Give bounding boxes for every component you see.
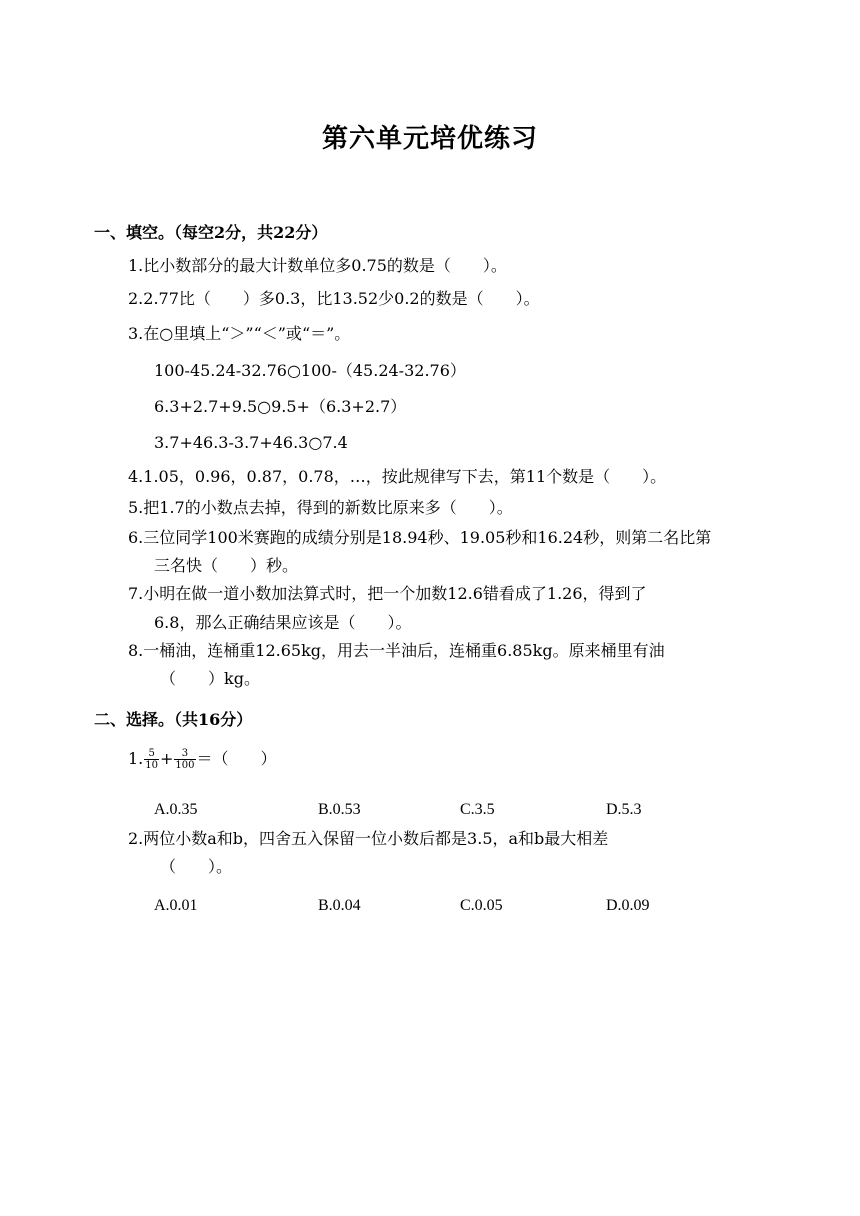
fill-question-7: 7.小明在做一道小数加法算式时，把一个加数12.6错看成了1.26，得到了: [128, 584, 647, 603]
fill-question-6-continued: 三名快（ ）秒。: [154, 556, 299, 575]
fill-question-8-continued: （ ）kg。: [160, 669, 260, 688]
choice-question-2-continued: （ ）。: [160, 857, 233, 876]
choice-2-option-c: C.0.05: [460, 897, 503, 914]
fraction-three-hundredths: [174, 748, 195, 771]
choice-1-option-b: B.0.53: [318, 801, 361, 818]
choice-question-2: 2.两位小数a和b，四舍五入保留一位小数后都是3.5，a和b最大相差: [128, 829, 609, 848]
page-title: 第六单元培优练习: [321, 124, 538, 154]
fraction-five-tenths: [144, 748, 159, 771]
fill-question-1: 1.比小数部分的最大计数单位多0.75的数是（ ）。: [128, 256, 507, 275]
fill-question-6: 6.三位同学100米赛跑的成绩分别是18.94秒、19.05秒和16.24秒，则第二名比第: [128, 528, 712, 547]
section-choice-heading: 二、选择。（共16分）: [94, 710, 253, 729]
fraction-numerator: 5: [144, 748, 159, 760]
choice-1-option-d: D.5.3: [606, 801, 642, 818]
choice-2-option-b: B.0.04: [318, 897, 361, 914]
fraction-denominator: 100: [175, 760, 195, 771]
compare-expression-b: 6.3+2.7+9.5○9.5+（6.3+2.7）: [154, 397, 407, 416]
choice-question-1-number: 1.: [128, 749, 144, 768]
choice-question-1: [128, 748, 277, 771]
choice-question-1-answer-blank: ＝（ ）: [196, 749, 277, 768]
compare-expression-a: 100-45.24-32.76○100-（45.24-32.76）: [154, 361, 466, 380]
plus-sign: +: [160, 749, 174, 768]
fraction-denominator: 10: [145, 760, 158, 771]
fraction-numerator: 3: [174, 748, 195, 760]
choice-1-option-a: A.0.35: [154, 801, 198, 818]
fill-question-4: 4.1.05，0.96，0.87，0.78，…，按此规律写下去，第11个数是（ ）。: [128, 467, 667, 486]
choice-2-option-d: D.0.09: [606, 897, 650, 914]
fill-question-3: 3.在○里填上“＞”“＜”或“＝”。: [128, 324, 351, 343]
compare-expression-c: 3.7+46.3-3.7+46.3○7.4: [154, 433, 348, 452]
fill-question-5: 5.把1.7的小数点去掉，得到的新数比原来多（ ）。: [128, 498, 513, 517]
choice-1-option-c: C.3.5: [460, 801, 495, 818]
choice-2-option-a: A.0.01: [154, 897, 198, 914]
section-fill-in-heading: 一、填空。（每空2分，共22分）: [94, 223, 328, 242]
fill-question-8: 8.一桶油，连桶重12.65kg，用去一半油后，连桶重6.85kg。原来桶里有油: [128, 641, 665, 660]
fill-question-2: 2.2.77比（ ）多0.3，比13.52少0.2的数是（ ）。: [128, 289, 540, 308]
fill-question-7-continued: 6.8，那么正确结果应该是（ ）。: [154, 613, 412, 632]
